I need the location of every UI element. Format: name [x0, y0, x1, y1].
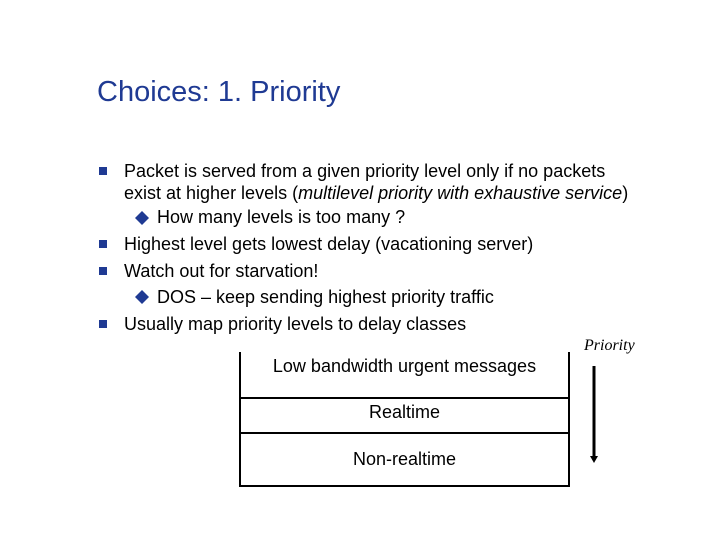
priority-level-label: Non-realtime: [352, 449, 457, 469]
bullet-1-line-1: Packet is served from a given priority level only if no packets: [124, 161, 606, 181]
priority-level-box: [239, 397, 570, 434]
bullet-1-line-2-pre: exist at higher levels (: [124, 183, 299, 203]
square-bullet-icon: [99, 267, 107, 275]
priority-arrow-label: Priority: [584, 337, 635, 354]
priority-level-label: Realtime: [368, 402, 441, 422]
priority-level-label: Low bandwidth urgent messages: [272, 356, 537, 376]
bullet-1-sub: How many levels is too many ?: [157, 207, 406, 227]
slide-title: Choices: 1. Priority: [97, 76, 341, 108]
bullet-3-sub: DOS – keep sending highest priority traffic: [157, 287, 494, 307]
bullet-4: Usually map priority levels to delay classes: [124, 314, 467, 334]
bullet-1-italic-phrase: multilevel priority with exhaustive service: [298, 183, 623, 203]
bullet-2: Highest level gets lowest delay (vacationing server): [124, 234, 534, 254]
bullet-3: Watch out for starvation!: [124, 261, 319, 281]
priority-level-box: [239, 432, 570, 487]
square-bullet-icon: [99, 240, 107, 248]
bullet-1-line-2: [124, 180, 628, 206]
square-bullet-icon: [99, 167, 107, 175]
bullet-1-line-2-post: ): [622, 183, 629, 203]
priority-arrow-icon: [585, 362, 605, 466]
priority-level-box: [239, 352, 570, 399]
square-bullet-icon: [99, 320, 107, 328]
